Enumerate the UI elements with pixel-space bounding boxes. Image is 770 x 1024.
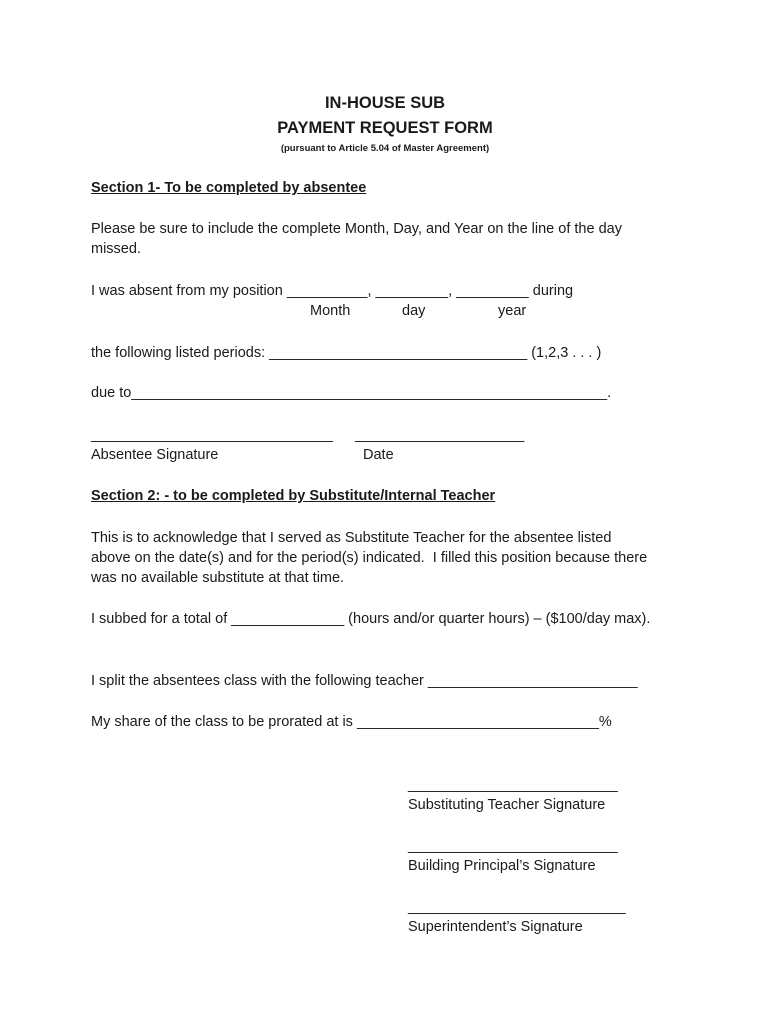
ack-line1: This is to acknowledge that I served as Substitute Teacher for the absentee listed	[91, 530, 612, 546]
superintendent-signature-blank[interactable]: ___________________________	[408, 899, 626, 915]
form-title-line2: PAYMENT REQUEST FORM	[277, 119, 493, 137]
ack-line3: was no available substitute at that time.	[91, 570, 345, 586]
principal-signature-label: Building Principal’s Signature	[408, 858, 596, 874]
principal-signature-blank[interactable]: __________________________	[408, 838, 618, 854]
instruction-line1: Please be sure to include the complete Month, Day, and Year on the line of the day	[91, 221, 622, 237]
due-to-line[interactable]: due to___________________________________________________________.	[91, 385, 612, 401]
label-year: year	[498, 303, 527, 319]
date-blank[interactable]: _____________________	[355, 427, 525, 443]
sub-teacher-signature-label: Substituting Teacher Signature	[408, 797, 606, 813]
absent-date-line[interactable]: I was absent from my position __________, _________, _________ during	[91, 283, 574, 299]
section1-heading: Section 1- To be completed by absentee	[91, 180, 367, 196]
section2-heading: Section 2: - to be completed by Substitute/Internal Teacher	[91, 488, 496, 504]
ack-line2: above on the date(s) and for the period(s) indicated. I filled this position because there	[91, 550, 648, 566]
split-class-line[interactable]: I split the absentees class with the following teacher __________________________	[91, 673, 638, 689]
absentee-signature-blank[interactable]: ______________________________	[91, 427, 333, 443]
label-month: Month	[310, 303, 351, 319]
form-title-line1: IN-HOUSE SUB	[324, 94, 446, 112]
absentee-signature-label: Absentee Signature	[91, 447, 219, 463]
subbed-total-line[interactable]: I subbed for a total of ______________ (hours and/or quarter hours) – ($100/day max).	[91, 611, 651, 627]
share-prorated-line[interactable]: My share of the class to be prorated at is ______________________________%	[91, 714, 612, 730]
date-label: Date	[363, 447, 394, 463]
periods-line[interactable]: the following listed periods: ________________________________ (1,2,3 . . . )	[91, 345, 602, 361]
superintendent-signature-label: Superintendent’s Signature	[408, 919, 583, 935]
form-subtitle: (pursuant to Article 5.04 of Master Agreement)	[280, 143, 490, 154]
sub-teacher-signature-blank[interactable]: __________________________	[408, 777, 618, 793]
label-day: day	[402, 303, 426, 319]
instruction-line2: missed.	[91, 241, 141, 257]
